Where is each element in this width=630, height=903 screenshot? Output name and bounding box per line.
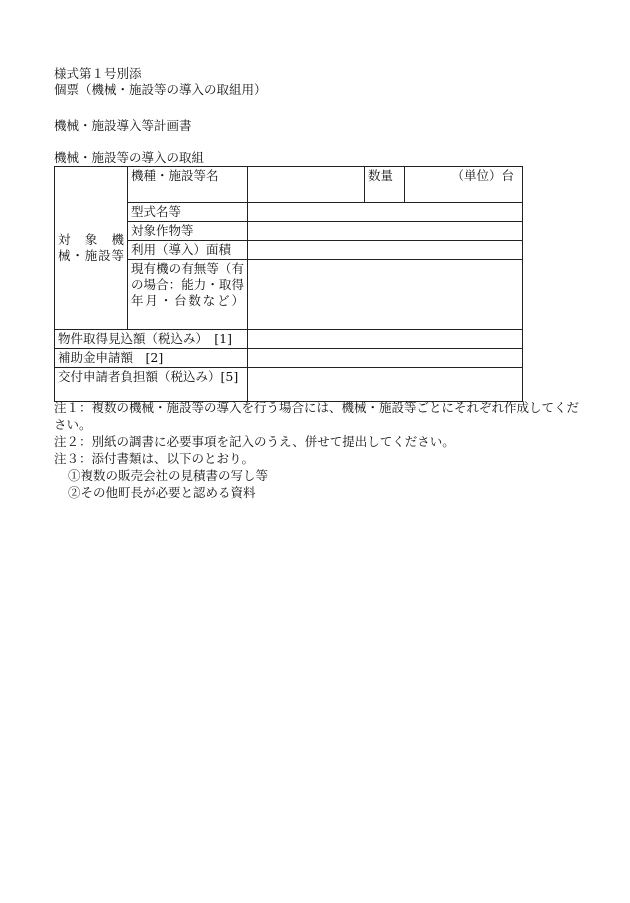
- row-subsidy: [55, 349, 523, 368]
- label-subsidy: 補助金申請額 [2]: [55, 349, 248, 368]
- label-burden: 交付申請者負担額（税込み）[5]: [55, 368, 248, 402]
- row-equipment-name: [55, 167, 523, 203]
- label-acquisition: 物件取得見込額（税込み） [1]: [55, 330, 248, 349]
- note-1: 注１：複数の機械・施設等の導入を行う場合には、機械・施設等ごとにそれぞれ作成してください。: [54, 400, 580, 432]
- label-model: 型式名等: [128, 203, 248, 222]
- label-equipment-name: 機種・施設等名: [128, 167, 248, 203]
- attachment-1: ①複数の販売会社の見積書の写し等: [68, 468, 269, 483]
- label-crop: 対象作物等: [128, 222, 248, 241]
- section-title: 機械・施設等の導入の取組: [54, 150, 205, 165]
- plan-title: 機械・施設導入等計画書: [54, 118, 192, 133]
- note-3: 注３：添付書類は、以下のとおり。: [54, 451, 255, 466]
- row-acquisition: [55, 330, 523, 349]
- note-2: 注２：別紙の調書に必要事項を記入のうえ、併せて提出してください。: [54, 434, 455, 449]
- label-area: 利用（導入）面積: [128, 241, 248, 260]
- value-acquisition[interactable]: [248, 330, 523, 349]
- row-burden: [55, 368, 523, 402]
- value-existing[interactable]: [248, 260, 523, 330]
- label-existing: 現有機の有無等（有の場合：能力・取得年月・台数など）: [128, 260, 248, 330]
- value-area[interactable]: [248, 241, 523, 260]
- equipment-table: [54, 166, 523, 402]
- label-quantity: 数量: [365, 167, 405, 203]
- value-burden[interactable]: [248, 368, 523, 402]
- attachment-2: ②その他町長が必要と認める資料: [68, 485, 256, 500]
- value-model[interactable]: [248, 203, 523, 222]
- sheet-title: 個票（機械・施設等の導入の取組用）: [54, 82, 267, 97]
- form-number: 様式第１号別添: [54, 66, 142, 81]
- category-label: 対 象 機械・施設等: [55, 167, 128, 330]
- unit-label: （単位）台: [405, 167, 523, 203]
- value-equipment-name[interactable]: [248, 167, 365, 203]
- value-subsidy[interactable]: [248, 349, 523, 368]
- value-crop[interactable]: [248, 222, 523, 241]
- notes: [54, 399, 579, 501]
